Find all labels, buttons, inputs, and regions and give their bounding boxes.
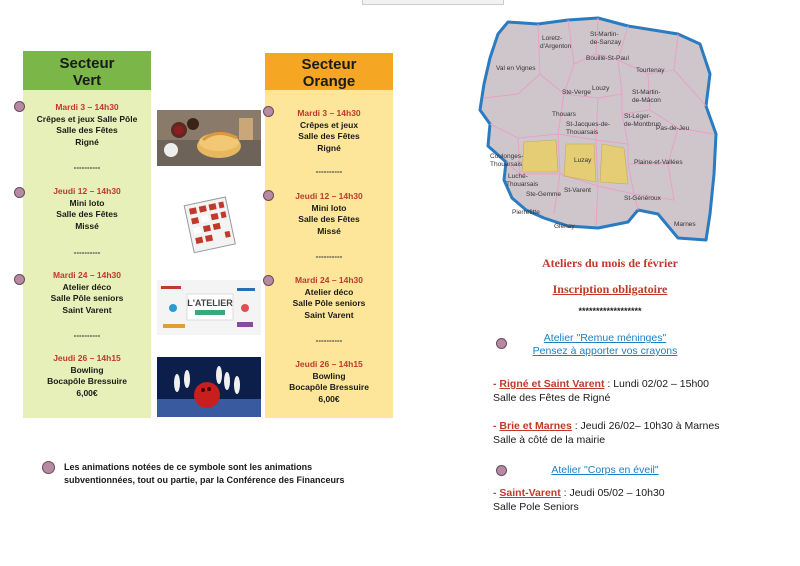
map-label: Thouarsais xyxy=(490,161,523,168)
map-label: Pierrefitte xyxy=(512,209,540,216)
subsidy-dot-icon xyxy=(14,274,25,285)
ateliers-title: Ateliers du mois de février xyxy=(542,256,678,270)
event-date: Jeudi 12 – 14h30 xyxy=(295,191,363,201)
atelier-remue-meninges xyxy=(490,332,720,358)
atelier-corps-en-eveil-title: Atelier "Corps en éveil" xyxy=(551,464,659,476)
item-rigne-place: Salle des Fêtes de Rigné xyxy=(493,392,611,404)
bowling-photo xyxy=(157,357,261,417)
top-tab xyxy=(362,0,504,5)
subsidy-dot-icon xyxy=(14,101,25,112)
loto-photo xyxy=(157,195,261,257)
event-date: Mardi 24 – 14h30 xyxy=(52,270,122,280)
separator: ---------- xyxy=(315,336,343,345)
orange-event-3 xyxy=(265,275,393,321)
subsidy-dot-icon xyxy=(14,187,25,198)
map-label: de-Mâcon xyxy=(632,97,661,104)
map-label: St-Varent xyxy=(564,187,591,194)
map-label: Plaine-et-Vallées xyxy=(634,159,683,166)
map-label: Luzay xyxy=(574,157,592,164)
item-saint-varent-time: : Jeudi 05/02 – 10h30 xyxy=(560,487,665,499)
item-rigne-time: : Lundi 02/02 – 15h00 xyxy=(604,378,709,390)
map-label: de-Sanzay xyxy=(590,39,622,46)
legend-line-2: subventionnées, tout ou partie, par la Conférence des Financeurs xyxy=(64,475,345,485)
event-line: Rigné xyxy=(317,142,341,153)
map-label: Glénay xyxy=(554,223,575,230)
event-date: Mardi 24 – 14h30 xyxy=(294,275,364,285)
atelier-sign-text: L'ATELIER xyxy=(187,298,233,308)
item-saint-varent: - Saint-Varent : Jeudi 05/02 – 10h30 Salle Pole Seniors xyxy=(493,487,665,513)
event-line: Missé xyxy=(75,220,99,231)
map-label: Bouillé-St-Paul xyxy=(586,55,629,62)
legend-text xyxy=(64,461,404,487)
map-label: St-Martin- xyxy=(632,89,661,96)
event-date: Jeudi 26 – 14h15 xyxy=(53,353,121,363)
secteur-vert-title-2: Vert xyxy=(72,72,102,89)
stars-divider: ****************** xyxy=(578,306,642,316)
legend-dot-icon xyxy=(42,461,55,474)
separator: ---------- xyxy=(315,167,343,176)
event-line: Mini loto xyxy=(69,197,105,208)
atelier-remue-meninges-sub: Pensez à apporter vos crayons xyxy=(532,345,678,357)
event-line: Crêpes et jeux xyxy=(299,119,359,130)
item-brie: - Brie et Marnes : Jeudi 26/02– 10h30 à Marnes Salle à côté de la mairie xyxy=(493,420,720,446)
event-line: Bocapôle Bressuire xyxy=(47,376,127,386)
event-line: Salle des Fêtes xyxy=(56,209,118,219)
subsidy-dot-icon xyxy=(263,275,274,286)
event-date: Jeudi 26 – 14h15 xyxy=(295,359,363,369)
subsidy-dot-icon xyxy=(263,190,274,201)
map-label: Coulonges- xyxy=(490,153,524,160)
secteur-orange-title-2: Orange xyxy=(302,73,356,90)
territory-map xyxy=(478,14,718,242)
map-label: Tourtenay xyxy=(636,67,665,74)
event-line: Mini loto xyxy=(311,202,347,213)
event-line: Rigné xyxy=(75,136,99,147)
event-line: Salle des Fêtes xyxy=(298,214,360,224)
map-label: Thouarsais xyxy=(566,129,599,136)
event-line: Missé xyxy=(317,225,341,236)
orange-event-1 xyxy=(265,108,393,154)
event-line: Salle Pôle seniors xyxy=(50,293,124,303)
secteur-orange-title-1: Secteur xyxy=(301,56,357,73)
vert-event-2 xyxy=(23,186,151,232)
item-brie-place: Salle à côté de la mairie xyxy=(493,434,606,446)
vert-event-1 xyxy=(23,102,151,148)
event-line: Atelier déco xyxy=(304,286,354,297)
separator: ---------- xyxy=(73,163,101,172)
event-line: Bowling xyxy=(312,370,346,381)
map-label: Luché- xyxy=(508,173,528,180)
secteur-orange-header xyxy=(265,53,393,90)
event-line: Salle des Fêtes xyxy=(298,131,360,141)
item-saint-varent-loc: Saint-Varent xyxy=(499,487,561,499)
map-label: Thouarsais xyxy=(506,181,539,188)
item-saint-varent-place: Salle Pole Seniors xyxy=(493,501,579,513)
secteur-vert-header xyxy=(23,51,151,90)
separator: ---------- xyxy=(315,252,343,261)
vert-event-3 xyxy=(23,270,151,316)
event-line: Atelier déco xyxy=(62,281,112,292)
event-line: Saint Varent xyxy=(304,309,354,320)
event-line: Salle des Fêtes xyxy=(56,125,118,135)
event-line: Bocapôle Bressuire xyxy=(289,382,369,392)
map-label: St-Jacques-de- xyxy=(566,121,611,128)
map-label: de-Montbrun xyxy=(624,121,661,128)
map-label: Ste-Gemme xyxy=(526,191,562,198)
event-line: Bowling xyxy=(70,364,104,375)
map-label: Louzy xyxy=(592,85,610,92)
event-date: Jeudi 12 – 14h30 xyxy=(53,186,121,196)
event-line: 6,00€ xyxy=(318,393,340,404)
event-line: 6,00€ xyxy=(76,387,98,398)
map-label: St-Martin- xyxy=(590,31,619,38)
atelier-photo xyxy=(157,280,261,335)
atelier-remue-meninges-title: Atelier "Remue méninges" xyxy=(543,332,667,344)
map-label: Loretz- xyxy=(542,35,563,42)
item-rigne: - Rigné et Saint Varent : Lundi 02/02 – 15h00 Salle des Fêtes de Rigné xyxy=(493,378,709,404)
event-date: Mardi 3 – 14h30 xyxy=(297,108,361,118)
map-label: Thouars xyxy=(552,111,576,118)
separator: ---------- xyxy=(73,331,101,340)
map-label: Marnes xyxy=(674,221,696,228)
crepes-photo xyxy=(157,110,261,166)
inscription-obligatoire: Inscription obligatoire xyxy=(552,282,668,296)
map-label: d'Argenton xyxy=(540,43,572,50)
map-label: Ste-Verge xyxy=(562,89,591,96)
event-line: Crêpes et jeux Salle Pôle xyxy=(36,113,138,124)
vert-event-4 xyxy=(23,353,151,399)
separator: ---------- xyxy=(73,248,101,257)
item-rigne-loc: Rigné et Saint Varent xyxy=(499,378,605,390)
secteur-vert-title-1: Secteur xyxy=(59,55,115,72)
map-label: St-Généroux xyxy=(624,195,661,202)
item-brie-loc: Brie et Marnes xyxy=(499,420,572,432)
event-date: Mardi 3 – 14h30 xyxy=(55,102,119,112)
legend-line-1: Les animations notées de ce symbole sont les animations xyxy=(64,462,313,472)
event-line: Saint Varent xyxy=(62,304,112,315)
map-label: St-Léger- xyxy=(624,113,652,120)
item-brie-time: : Jeudi 26/02– 10h30 à Marnes xyxy=(571,420,720,432)
subsidy-dot-icon xyxy=(263,106,274,117)
orange-event-2 xyxy=(265,191,393,237)
atelier-corps-en-eveil xyxy=(490,464,720,477)
map-label: Pas-de-Jeu xyxy=(656,125,690,132)
map-label: Val en Vignes xyxy=(496,65,536,72)
orange-event-4 xyxy=(265,359,393,405)
event-line: Salle Pôle seniors xyxy=(292,298,366,308)
